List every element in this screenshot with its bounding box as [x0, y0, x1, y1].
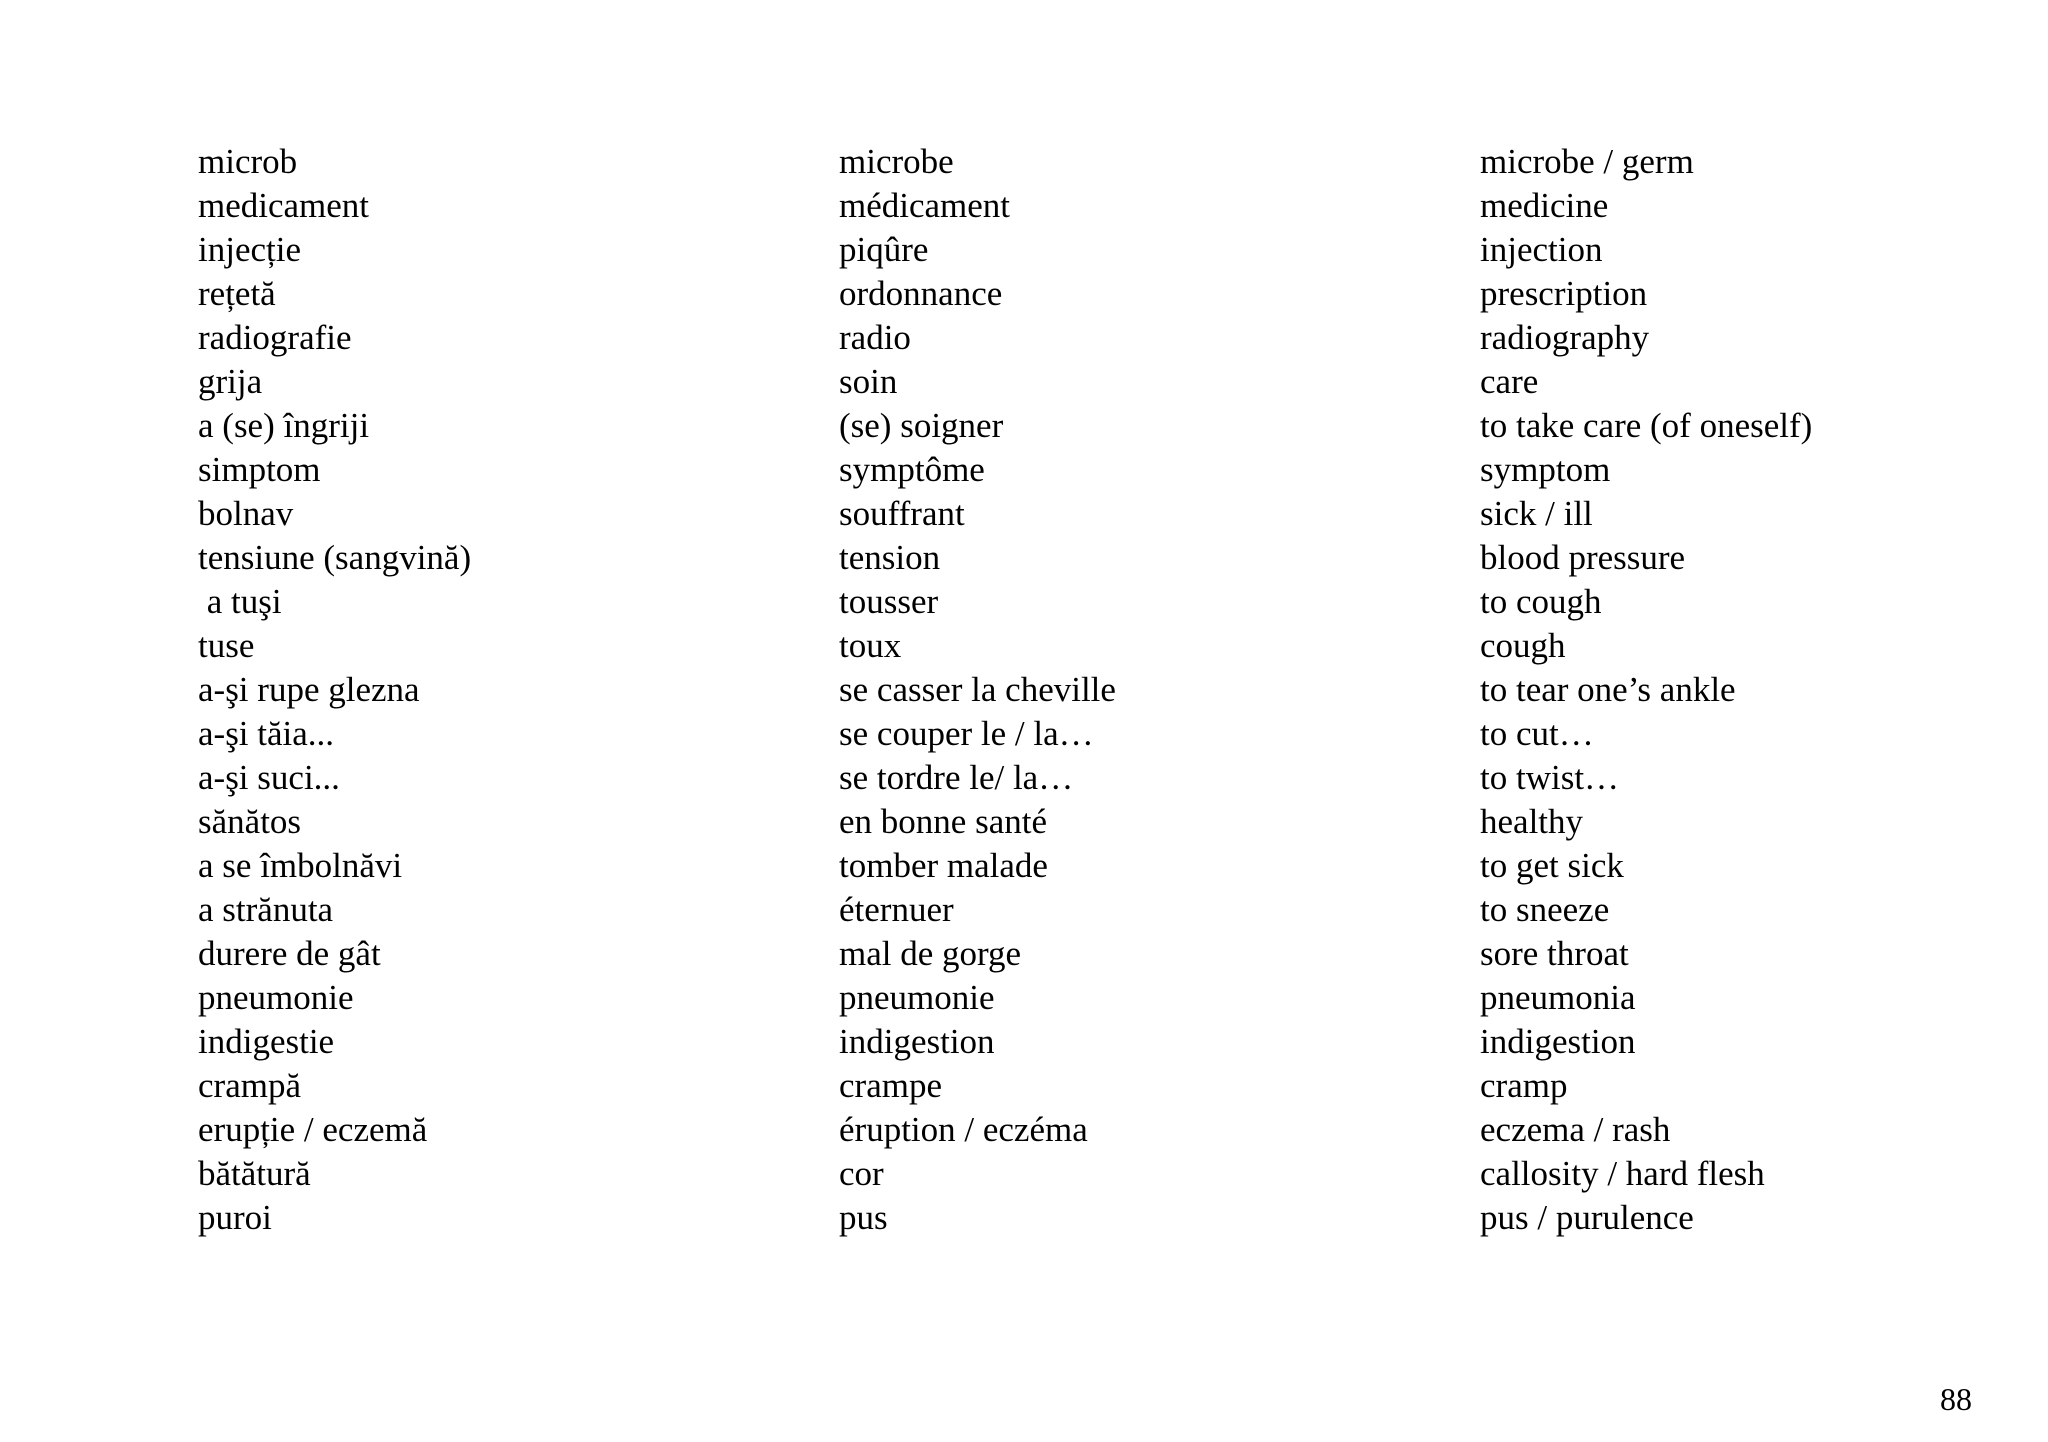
french-term: soin: [839, 362, 898, 401]
romanian-term: a tuşi: [198, 582, 282, 621]
french-term: mal de gorge: [839, 934, 1022, 973]
romanian-term: medicament: [198, 186, 370, 225]
romanian-term: a se îmbolnăvi: [198, 846, 403, 885]
french-term: pus: [839, 1198, 888, 1237]
romanian-term: durere de gât: [198, 934, 381, 973]
english-term: sick / ill: [1480, 494, 1593, 533]
french-term: ordonnance: [839, 274, 1003, 313]
french-term: éternuer: [839, 890, 954, 929]
english-term: to take care (of oneself): [1480, 406, 1813, 445]
french-column: [839, 140, 1439, 1240]
french-term: toux: [839, 626, 902, 665]
french-term: se casser la cheville: [839, 670, 1116, 709]
english-term: pneumonia: [1480, 978, 1636, 1017]
romanian-term: erupție / eczemă: [198, 1110, 428, 1149]
english-term: care: [1480, 362, 1539, 401]
romanian-term: microb: [198, 142, 298, 181]
page-number: 88: [1940, 1381, 1972, 1417]
romanian-term: rețetă: [198, 274, 276, 313]
english-term: radiography: [1480, 318, 1650, 357]
french-term: se couper le / la…: [839, 714, 1094, 753]
english-term: to sneeze: [1480, 890, 1610, 929]
romanian-term: crampă: [198, 1066, 301, 1105]
french-term: (se) soigner: [839, 406, 1004, 445]
romanian-term: a strănuta: [198, 890, 334, 929]
romanian-term: a-şi tăia...: [198, 714, 335, 753]
french-term: se tordre le/ la…: [839, 758, 1074, 797]
romanian-term: a (se) îngriji: [198, 406, 370, 445]
romanian-term: simptom: [198, 450, 321, 489]
romanian-term: a-şi rupe glezna: [198, 670, 420, 709]
french-term: tomber malade: [839, 846, 1048, 885]
romanian-term: radiografie: [198, 318, 352, 357]
english-term: healthy: [1480, 802, 1584, 841]
romanian-column: [198, 140, 798, 1240]
english-term: sore throat: [1480, 934, 1629, 973]
romanian-term: puroi: [198, 1198, 272, 1237]
french-term: tousser: [839, 582, 939, 621]
french-term: microbe: [839, 142, 954, 181]
romanian-term: pneumonie: [198, 978, 354, 1017]
english-term: eczema / rash: [1480, 1110, 1671, 1149]
english-term: prescription: [1480, 274, 1648, 313]
english-term: symptom: [1480, 450, 1611, 489]
romanian-term: bătătură: [198, 1154, 311, 1193]
french-term: piqûre: [839, 230, 929, 269]
english-term: cramp: [1480, 1066, 1568, 1105]
romanian-term: indigestie: [198, 1022, 335, 1061]
romanian-term: sănătos: [198, 802, 302, 841]
romanian-term: bolnav: [198, 494, 294, 533]
romanian-term: a-şi suci...: [198, 758, 340, 797]
french-term: pneumonie: [839, 978, 995, 1017]
french-term: symptôme: [839, 450, 985, 489]
french-term: souffrant: [839, 494, 965, 533]
french-term: médicament: [839, 186, 1011, 225]
english-term: to cough: [1480, 582, 1602, 621]
romanian-term: tensiune (sangvină): [198, 538, 472, 577]
english-term: to get sick: [1480, 846, 1624, 885]
english-column: [1480, 140, 2000, 1240]
french-term: indigestion: [839, 1022, 995, 1061]
english-term: to tear one’s ankle: [1480, 670, 1736, 709]
english-term: microbe / germ: [1480, 142, 1694, 181]
romanian-term: grija: [198, 362, 263, 401]
french-term: en bonne santé: [839, 802, 1047, 841]
english-term: pus / purulence: [1480, 1198, 1694, 1237]
english-term: medicine: [1480, 186, 1609, 225]
english-term: callosity / hard flesh: [1480, 1154, 1765, 1193]
english-term: injection: [1480, 230, 1603, 269]
english-term: blood pressure: [1480, 538, 1686, 577]
french-term: éruption / eczéma: [839, 1110, 1088, 1149]
french-term: tension: [839, 538, 941, 577]
romanian-term: injecție: [198, 230, 302, 269]
english-term: to twist…: [1480, 758, 1620, 797]
english-term: indigestion: [1480, 1022, 1636, 1061]
romanian-term: tuse: [198, 626, 255, 665]
french-term: cor: [839, 1154, 884, 1193]
english-term: cough: [1480, 626, 1566, 665]
french-term: radio: [839, 318, 911, 357]
french-term: crampe: [839, 1066, 942, 1105]
english-term: to cut…: [1480, 714, 1594, 753]
